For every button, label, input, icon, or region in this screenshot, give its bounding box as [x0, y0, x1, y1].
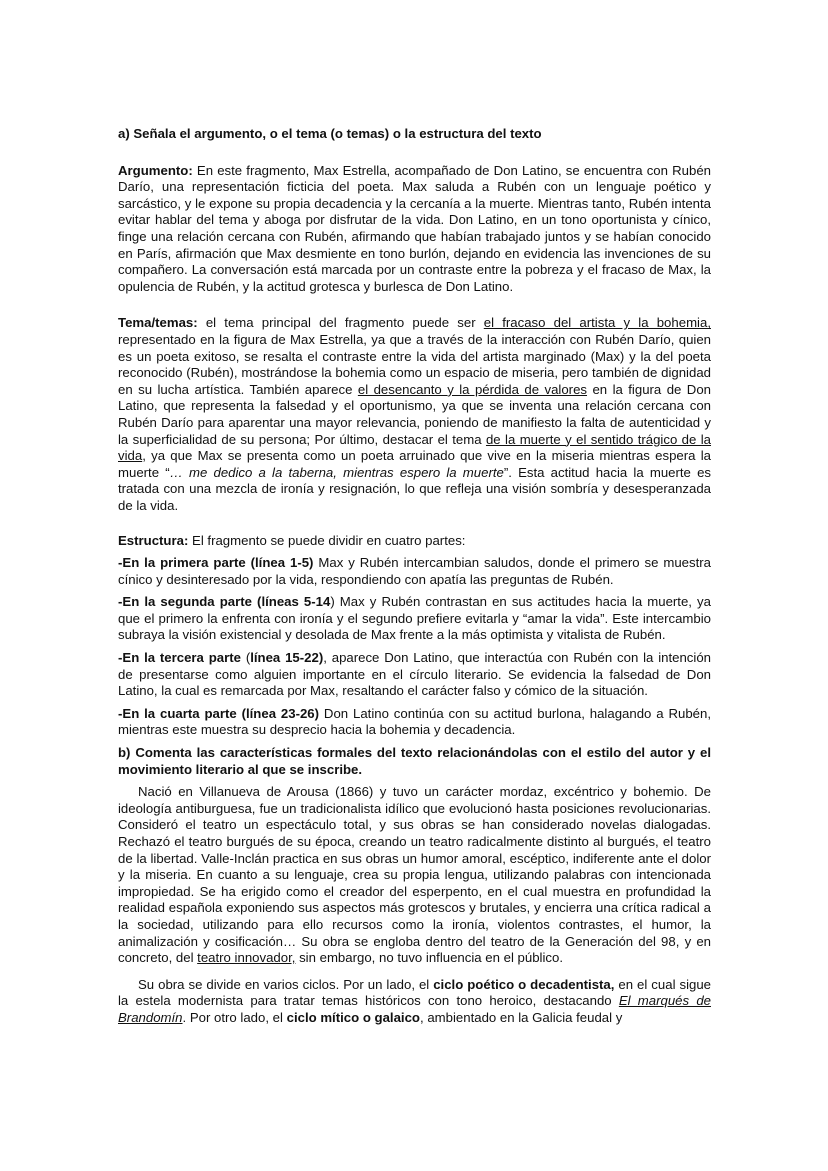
estructura-intro-text: El fragmento se puede dividir en cuatro partes: [188, 533, 466, 549]
parte-1-label: -En la primera parte (línea 1-5) [118, 555, 314, 571]
autor-underline: teatro innovador, [197, 950, 296, 966]
ciclos-text-3: . Por otro lado, el [182, 1009, 287, 1025]
estructura-label: Estructura: [118, 533, 189, 549]
temas-text-5: ”. Esta actitud hacia la muerte es tratada con una mezcla de ironía y resignación, lo que refleja una visión sombría y desesperanzada de la vida. [118, 464, 712, 513]
question-a-heading: a) Señala el argumento, o el tema (o temas) o la estructura del texto [118, 126, 542, 141]
parte-1-text: Max y Rubén intercambian saludos, donde el primero se muestra cínico y desinteresado por la vida, respondiendo con apatía las preguntas de Rubén. [118, 555, 711, 587]
document-page [118, 126, 711, 1027]
temas-text-1: el tema principal del fragmento puede ser [197, 315, 484, 331]
ciclos-paragraph [118, 977, 711, 1027]
parte-3-label-lines: línea 15-22) [250, 650, 324, 666]
temas-quote: … me dedico a la taberna, mientras espero la muerte [169, 464, 504, 480]
temas-text-2: representado en la figura de Max Estrella, ya que a través de la interacción con Rubén Darío, quien es un poeta exitoso, se resalta el contraste entre la vida del artista marginado (Max) y la del poeta reconocido (Rubén), mostrándose la bohemia como un espacio de miseria, pero también de dignidad en su lucha artística. También aparece [118, 331, 711, 397]
parte-3-mid: ( [240, 650, 251, 666]
argumento-paragraph [118, 163, 711, 296]
ciclos-bold-2: ciclo mítico o galaico [286, 1009, 420, 1025]
ciclos-text-4: , ambientado en la Galicia feudal y [420, 1009, 623, 1025]
temas-label: Tema/temas: [118, 315, 198, 331]
temas-text-3: en la figura de Don Latino, que representa la falsedad y el oportunismo, ya que se inventa una relación cercana con Rubén Darío para aparentar una mayor relevancia, poniendo de manifiesto la falta de autenticidad y la superficialidad de su persona; Por último, destacar el tema [118, 381, 711, 447]
temas-underline-1: el fracaso del artista y la bohemia, [483, 315, 711, 331]
estructura-parte-2 [118, 594, 711, 644]
ciclos-bold-1: ciclo poético o decadentista, [433, 976, 615, 992]
ciclos-text-2: en el cual sigue la estela modernista para tratar temas históricos con tono heroico, destacando [118, 976, 712, 1009]
argumento-text: En este fragmento, Max Estrella, acompañado de Don Latino, se encuentra con Rubén Darío, una representación ficticia del poeta. Max saluda a Rubén con un lenguaje poético y sarcástico, y le expone su propia decadencia y la cercanía a la muerte. Mientras tanto, Rubén intenta evitar hablar del tema y aboga por disfrutar de la vida. Don Latino, en un tono oportunista y cínico, finge una relación cercana con Rubén, afirmando que habían trabajado juntos y se habían conocido en París, afirmación que Max desmiente en tono burlón, dejando en evidencia las invenciones de su compañero. La conversación está marcada por un contraste entre la pobreza y el fracaso de Max, la opulencia de Rubén, y la actitud grotesca y burlesca de Don Latino. [118, 162, 711, 294]
autor-paragraph [118, 784, 711, 967]
parte-4-text: Don Latino continúa con su actitud burlona, halagando a Rubén, mientras este muestra su desprecio hacia la bohemia y decadencia. [118, 705, 711, 738]
estructura-intro [118, 533, 711, 550]
parte-3-label: -En la tercera parte [118, 650, 241, 666]
temas-underline-2: el desencanto y la pérdida de valores [357, 381, 588, 397]
estructura-parte-3 [118, 650, 711, 700]
parte-3-text: , aparece Don Latino, que interactúa con Rubén con la intención de presentarse como alguien importante en el círculo literario. Se evidencia la falsedad de Don Latino, la cual es remarcada por Max, resaltando el carácter falso y cómico de la situación. [118, 650, 712, 699]
temas-text-4: , ya que Max se presenta como un poeta arruinado que vive en la miseria mientras espera la muerte “ [118, 448, 711, 480]
temas-paragraph [118, 315, 711, 514]
autor-text-2: sin embargo, no tuvo influencia en el público. [295, 950, 564, 966]
ciclos-text-1: Su obra se divide en varios ciclos. Por un lado, el [138, 976, 434, 992]
ciclos-work-title: El marqués de Brandomín [118, 993, 711, 1025]
estructura-parte-1 [118, 555, 711, 588]
parte-2-text: ) Max y Rubén contrastan en sus actitudes hacia la muerte, ya que el primero la enfrenta con ironía y el segundo prefiere evitarla y “amar la vida”. Este intercambio subraya la visión existencial y desolada de Max frente a la más optimista y vitalista de Rubén. [118, 594, 711, 643]
temas-underline-3: de la muerte y el sentido trágico de la vida [118, 431, 712, 464]
argumento-label: Argumento: [118, 162, 193, 178]
estructura-parte-4 [118, 706, 711, 739]
parte-4-label: -En la cuarta parte (línea 23-26) [118, 705, 320, 721]
question-b-heading: b) Comenta las características formales del texto relacionándolas con el estilo del autor y el movimiento literario al que se inscribe. [118, 745, 711, 777]
autor-text-1: Nació en Villanueva de Arousa (1866) y tuvo un carácter mordaz, excéntrico y bohemio. De ideología antiburguesa, fue un tradicionalista idílico que evolucionó hasta posiciones revolucionarias. Consideró el teatro un espectáculo total, y sus obras se han considerado novelas dialogadas. Rechazó el teatro burgués de su época, creando un teatro radicalmente distinto al burgués, el teatro de la libertad. Valle-Inclán practica en sus obras un humor amoral, escéptico, indiferente ante el dolor y la miseria. En cuanto a su lenguaje, crea su propia lengua, utilizando palabras con intencionada impropiedad. Se ha erigido como el creador del esperpento, en el cual muestra en profundidad la realidad española exponiendo sus aspectos más grotescos y brutales, y encierra una crítica radical a la sociedad, utilizando para ello recursos como la ironía, violentos contrastes, el humor, la animalización y cosificación… Su obra se engloba dentro del teatro de la Generación del 98, y en concreto, del [118, 784, 711, 966]
parte-2-label: -En la segunda parte (líneas 5-14 [118, 594, 331, 610]
